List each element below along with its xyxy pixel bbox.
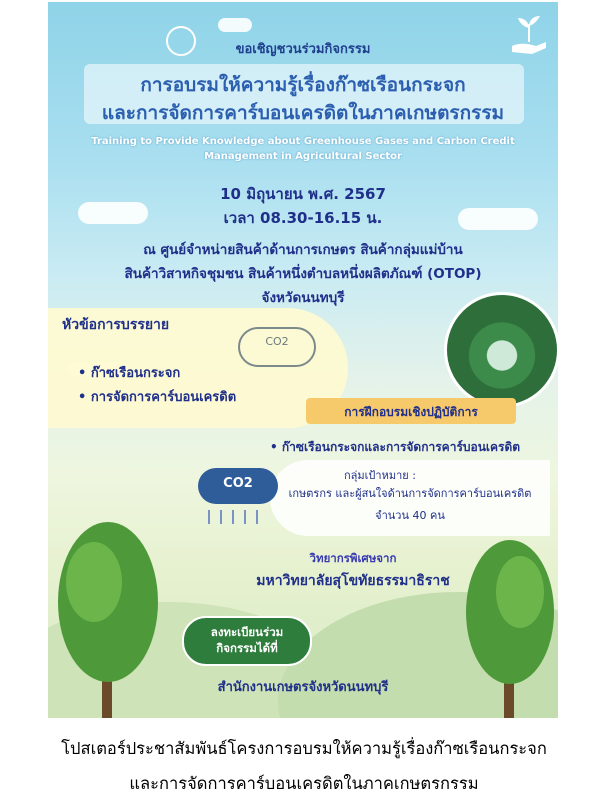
target-line-1: เกษตรกร และผู้สนใจด้านการจัดการคาร์บอนเครดิต (288, 487, 532, 500)
event-poster (48, 2, 558, 718)
title-line-2: และการจัดการคาร์บอนเครดิตในภาคเกษตรกรรม (101, 102, 505, 124)
co2-cloud-label: CO2 (223, 476, 253, 491)
target-line-2: จำนวน 40 คน (375, 509, 445, 522)
register-line-1: ลงทะเบียนร่วม (210, 625, 284, 639)
title-en-line-2: Management in Agricultural Sector (204, 151, 402, 162)
workshop-title: การฝึกอบรมเชิงปฏิบัติการ (344, 405, 478, 419)
caption-line-2: และการจัดการคาร์บอนเครดิตในภาคเกษตรกรรม (129, 774, 479, 793)
rain-drop (244, 510, 246, 524)
speaker-name: มหาวิทยาลัยสุโขทัยธรรมาธิราช (256, 573, 450, 589)
register-label (184, 618, 310, 656)
register-button[interactable] (182, 616, 312, 666)
topic-item: • ก๊าซเรือนกระจก (78, 366, 181, 381)
topic-label: การจัดการคาร์บอนเครดิต (90, 390, 237, 405)
invite-text: ขอเชิญชวนร่วมกิจกรรม (235, 42, 371, 57)
rain-drop (208, 510, 210, 524)
event-date: 10 มิถุนายน พ.ศ. 2567 (220, 185, 386, 203)
register-line-2: กิจกรรมได้ที่ (216, 641, 278, 655)
speaker-label: วิทยากรพิเศษจาก (309, 551, 397, 565)
event-time: เวลา 08.30-16.15 น. (223, 209, 383, 227)
venue-line-2: สินค้าวิสาหกิจชุมชน สินค้าหนึ่งตำบลหนึ่งผลิตภัณฑ์ (OTOP) (124, 266, 482, 282)
title-line-1: การอบรมให้ความรู้เรื่องก๊าซเรือนกระจก (140, 74, 466, 96)
organizer: สำนักงานเกษตรจังหวัดนนทบุรี (217, 680, 389, 695)
workshop-item: • ก๊าซเรือนกระจกและการจัดการคาร์บอนเครดิต (270, 440, 521, 454)
workshop-item-label: ก๊าซเรือนกระจกและการจัดการคาร์บอนเครดิต (281, 440, 521, 454)
rain-drop (256, 510, 258, 524)
target-label: กลุ่มเป้าหมาย : (344, 469, 416, 482)
venue-line-1: ณ ศูนย์จำหน่ายสินค้าด้านการเกษตร สินค้ากลุ่มแม่บ้าน (143, 242, 463, 258)
globe-in-hand-image (444, 292, 558, 408)
co2-outline-label: CO2 (265, 335, 289, 348)
topic-label: ก๊าซเรือนกระจก (90, 366, 181, 381)
caption-line-1: โปสเตอร์ประชาสัมพันธ์โครงการอบรมให้ความรู้เรื่องก๊าซเรือนกระจก (61, 739, 547, 758)
venue-line-3: จังหวัดนนทบุรี (261, 290, 345, 306)
topics-title: หัวข้อการบรรยาย (62, 317, 170, 333)
rain-drop (232, 510, 234, 524)
title-en-line-1: Training to Provide Knowledge about Greenhouse Gases and Carbon Credit (91, 136, 515, 147)
topic-item: • การจัดการคาร์บอนเครดิต (78, 390, 237, 405)
cloud (218, 18, 252, 32)
rain-drop (220, 510, 222, 524)
